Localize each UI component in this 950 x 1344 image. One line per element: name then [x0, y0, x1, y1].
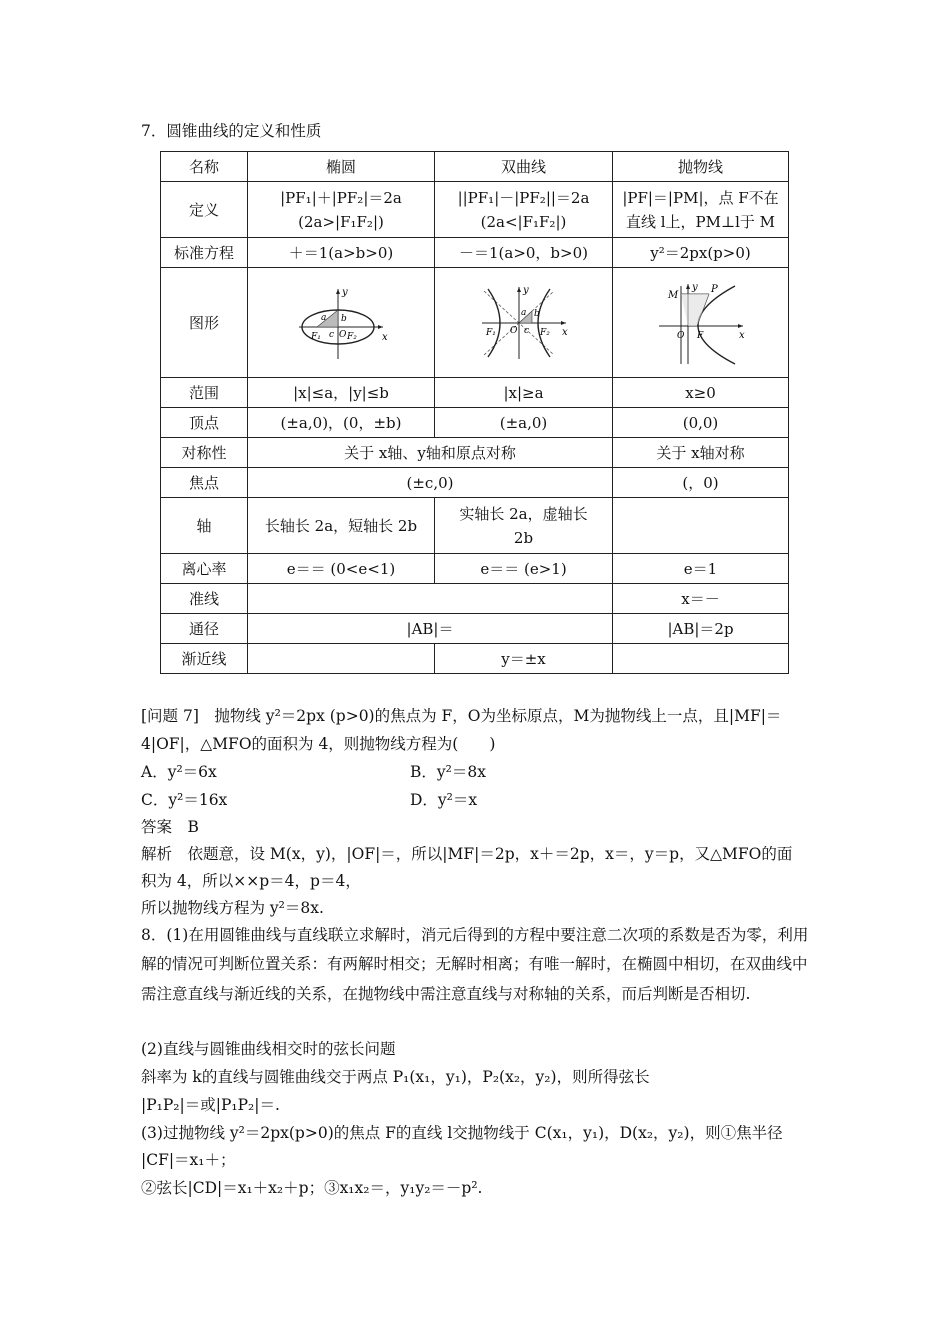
conic-properties-table: [160, 151, 789, 674]
latus-parabola: |AB|＝2p: [613, 614, 789, 644]
label-directrix: 准线: [161, 584, 248, 614]
row-focus: [161, 468, 789, 498]
latus-ellipse-hyperbola: |AB|＝: [248, 614, 613, 644]
symmetry-parabola: 关于 x轴对称: [613, 438, 789, 468]
section-8-part2-line2: |P₁P₂|＝或|P₁P₂|＝.: [141, 1096, 280, 1114]
section-8-part3-line2: |CF|＝x₁＋；: [141, 1151, 236, 1169]
figure-ellipse: [248, 268, 435, 378]
option-b: B．y²＝8x: [410, 763, 486, 781]
label-symmetry: 对称性: [161, 438, 248, 468]
directrix-ellipse-hyperbola: [248, 584, 613, 614]
range-ellipse: |x|≤a，|y|≤b: [248, 378, 435, 408]
vertex-parabola: (0,0): [613, 408, 789, 438]
answer: 答案 B: [141, 818, 199, 836]
hyperbola-origin-label: O: [509, 325, 517, 336]
header-hyperbola: 双曲线: [435, 152, 613, 182]
hyperbola-diagram: [474, 283, 574, 363]
focus-ellipse-hyperbola: (±c,0): [248, 468, 613, 498]
hyperbola-c-label: c: [523, 325, 529, 336]
axis-hyperbola-line2: 2b: [513, 528, 534, 547]
section-8-part3-line3: ②弦长|CD|＝x₁＋x₂＋p；③x₁x₂＝，y₁y₂＝－p².: [141, 1179, 483, 1197]
row-axis: [161, 498, 789, 554]
problem-7-stem-line1: [问题 7] 抛物线 y²＝2px (p>0)的焦点为 F，O为坐标原点，M为抛物线上一点，且|MF|＝: [141, 707, 782, 725]
label-eccentricity: 离心率: [161, 554, 248, 584]
parabola-origin-label: O: [676, 330, 684, 341]
parabola-m-label: M: [667, 289, 678, 301]
axis-ellipse: 长轴长 2a，短轴长 2b: [248, 498, 435, 554]
section-8-part3-line1: (3)过抛物线 y²＝2px(p>0)的焦点 F的直线 l交抛物线于 C(x₁，y₁)，D(x₂，y₂)，则①焦半径: [141, 1124, 783, 1142]
section-8-part2-title: (2)直线与圆锥曲线相交时的弦长问题: [141, 1040, 396, 1058]
def-hyperbola-line1: ||PF₁|－|PF₂||＝2a: [457, 188, 590, 207]
header-ellipse: 椭圆: [248, 152, 435, 182]
ellipse-y-label: y: [342, 286, 348, 298]
eq-hyperbola: －＝1(a>0，b>0): [435, 238, 613, 268]
parabola-x-label: x: [738, 329, 745, 341]
eq-ellipse: ＋＝1(a>b>0): [248, 238, 435, 268]
vertex-hyperbola: (±a,0): [435, 408, 613, 438]
label-equation: 标准方程: [161, 238, 248, 268]
label-definition: 定义: [161, 182, 248, 238]
row-range: [161, 378, 789, 408]
parabola-f-label: F: [696, 330, 703, 341]
axis-parabola: [613, 498, 789, 554]
asymptote-hyperbola: y＝±x: [435, 644, 613, 674]
cell-def-hyperbola: [435, 182, 613, 238]
label-range: 范围: [161, 378, 248, 408]
hyperbola-a-label: a: [520, 307, 526, 318]
def-parabola-line2: 直线 l上，PM⊥l于 M: [625, 212, 776, 231]
label-figure: 图形: [161, 268, 248, 378]
vertex-ellipse: (±a,0)，(0，±b): [248, 408, 435, 438]
section-8-part2-line1: 斜率为 k的直线与圆锥曲线交于两点 P₁(x₁，y₁)，P₂(x₂，y₂)，则所得弦长: [141, 1068, 650, 1086]
eq-parabola: y²＝2px(p>0): [613, 238, 789, 268]
cell-def-parabola: [613, 182, 789, 238]
def-hyperbola-line2: (2a<|F₁F₂|): [480, 212, 567, 231]
ellipse-x-label: x: [382, 331, 388, 343]
ellipse-diagram: [291, 283, 391, 363]
symmetry-ellipse-hyperbola: 关于 x轴、y轴和原点对称: [248, 438, 613, 468]
def-ellipse-line1: |PF₁|＋|PF₂|＝2a: [280, 188, 402, 207]
row-standard-equation: [161, 238, 789, 268]
ellipse-b-label: b: [341, 313, 347, 324]
analysis-line1: 解析 依题意，设 M(x，y)，|OF|＝，所以|MF|＝2p，x＋＝2p，x＝，y＝p，又△MFO的面: [141, 845, 793, 863]
option-c: C．y²＝16x: [141, 791, 228, 809]
ellipse-origin-label: O: [339, 329, 347, 340]
def-parabola-line1: |PF|＝|PM|，点 F不在: [622, 188, 779, 207]
cell-def-ellipse: [248, 182, 435, 238]
hyperbola-y-label: y: [522, 284, 529, 296]
row-definition: [161, 182, 789, 238]
ecc-parabola: e＝1: [613, 554, 789, 584]
ellipse-f2-label: F₂: [347, 331, 357, 342]
parabola-diagram: [651, 280, 751, 366]
ellipse-f1-label: F₁: [311, 331, 321, 342]
ecc-hyperbola: e＝＝ (e>1): [435, 554, 613, 584]
hyperbola-b-label: b: [533, 308, 540, 319]
figure-parabola: [613, 268, 789, 378]
row-vertex: [161, 408, 789, 438]
label-vertex: 顶点: [161, 408, 248, 438]
row-asymptote: [161, 644, 789, 674]
header-name: 名称: [161, 152, 248, 182]
section-8-part1: 8．(1)在用圆锥曲线与直线联立求解时，消元后得到的方程中要注意二次项的系数是否为零，利用解的情况可判断位置关系：有两解时相交；无解时相离；有唯一解时，在椭圆中相切，在双曲线中需注意直线与渐近线的关系，在抛物线中需注意直线与对称轴的关系，而后判断是否相切.: [141, 926, 809, 1003]
row-latus-rectum: [161, 614, 789, 644]
label-focus: 焦点: [161, 468, 248, 498]
analysis-line2: 积为 4，所以××p＝4，p＝4，: [141, 872, 361, 890]
ellipse-a-label: a: [321, 312, 327, 323]
range-parabola: x≥0: [613, 378, 789, 408]
row-eccentricity: [161, 554, 789, 584]
axis-hyperbola-line1: 实轴长 2a，虚轴长: [459, 504, 588, 523]
table-header-row: [161, 152, 789, 182]
section-7-title: 7．圆锥曲线的定义和性质: [141, 122, 322, 140]
row-symmetry: [161, 438, 789, 468]
parabola-p-label: P: [710, 283, 718, 295]
parabola-y-label: y: [691, 281, 698, 293]
option-a: A．y²＝6x: [141, 763, 217, 781]
def-ellipse-line2: (2a>|F₁F₂|): [298, 212, 384, 231]
ecc-ellipse: e＝＝ (0<e<1): [248, 554, 435, 584]
figure-hyperbola: [435, 268, 613, 378]
cell-axis-hyperbola: [435, 498, 613, 554]
row-figure: [161, 268, 789, 378]
analysis-line3: 所以抛物线方程为 y²＝8x.: [141, 899, 324, 917]
label-asymptote: 渐近线: [161, 644, 248, 674]
problem-7-stem-line2: 4|OF|，△MFO的面积为 4，则抛物线方程为( ): [141, 735, 496, 753]
hyperbola-x-label: x: [561, 326, 568, 338]
row-directrix: [161, 584, 789, 614]
ellipse-c-label: c: [329, 329, 335, 340]
header-parabola: 抛物线: [613, 152, 789, 182]
option-d: D．y²＝x: [410, 791, 478, 809]
asymptote-parabola: [613, 644, 789, 674]
label-latus: 通径: [161, 614, 248, 644]
hyperbola-f1-label: F₁: [485, 327, 496, 338]
directrix-parabola: x＝－: [613, 584, 789, 614]
asymptote-ellipse: [248, 644, 435, 674]
focus-parabola: (，0): [613, 468, 789, 498]
label-axis: 轴: [161, 498, 248, 554]
hyperbola-f2-label: F₂: [539, 327, 550, 338]
range-hyperbola: |x|≥a: [435, 378, 613, 408]
